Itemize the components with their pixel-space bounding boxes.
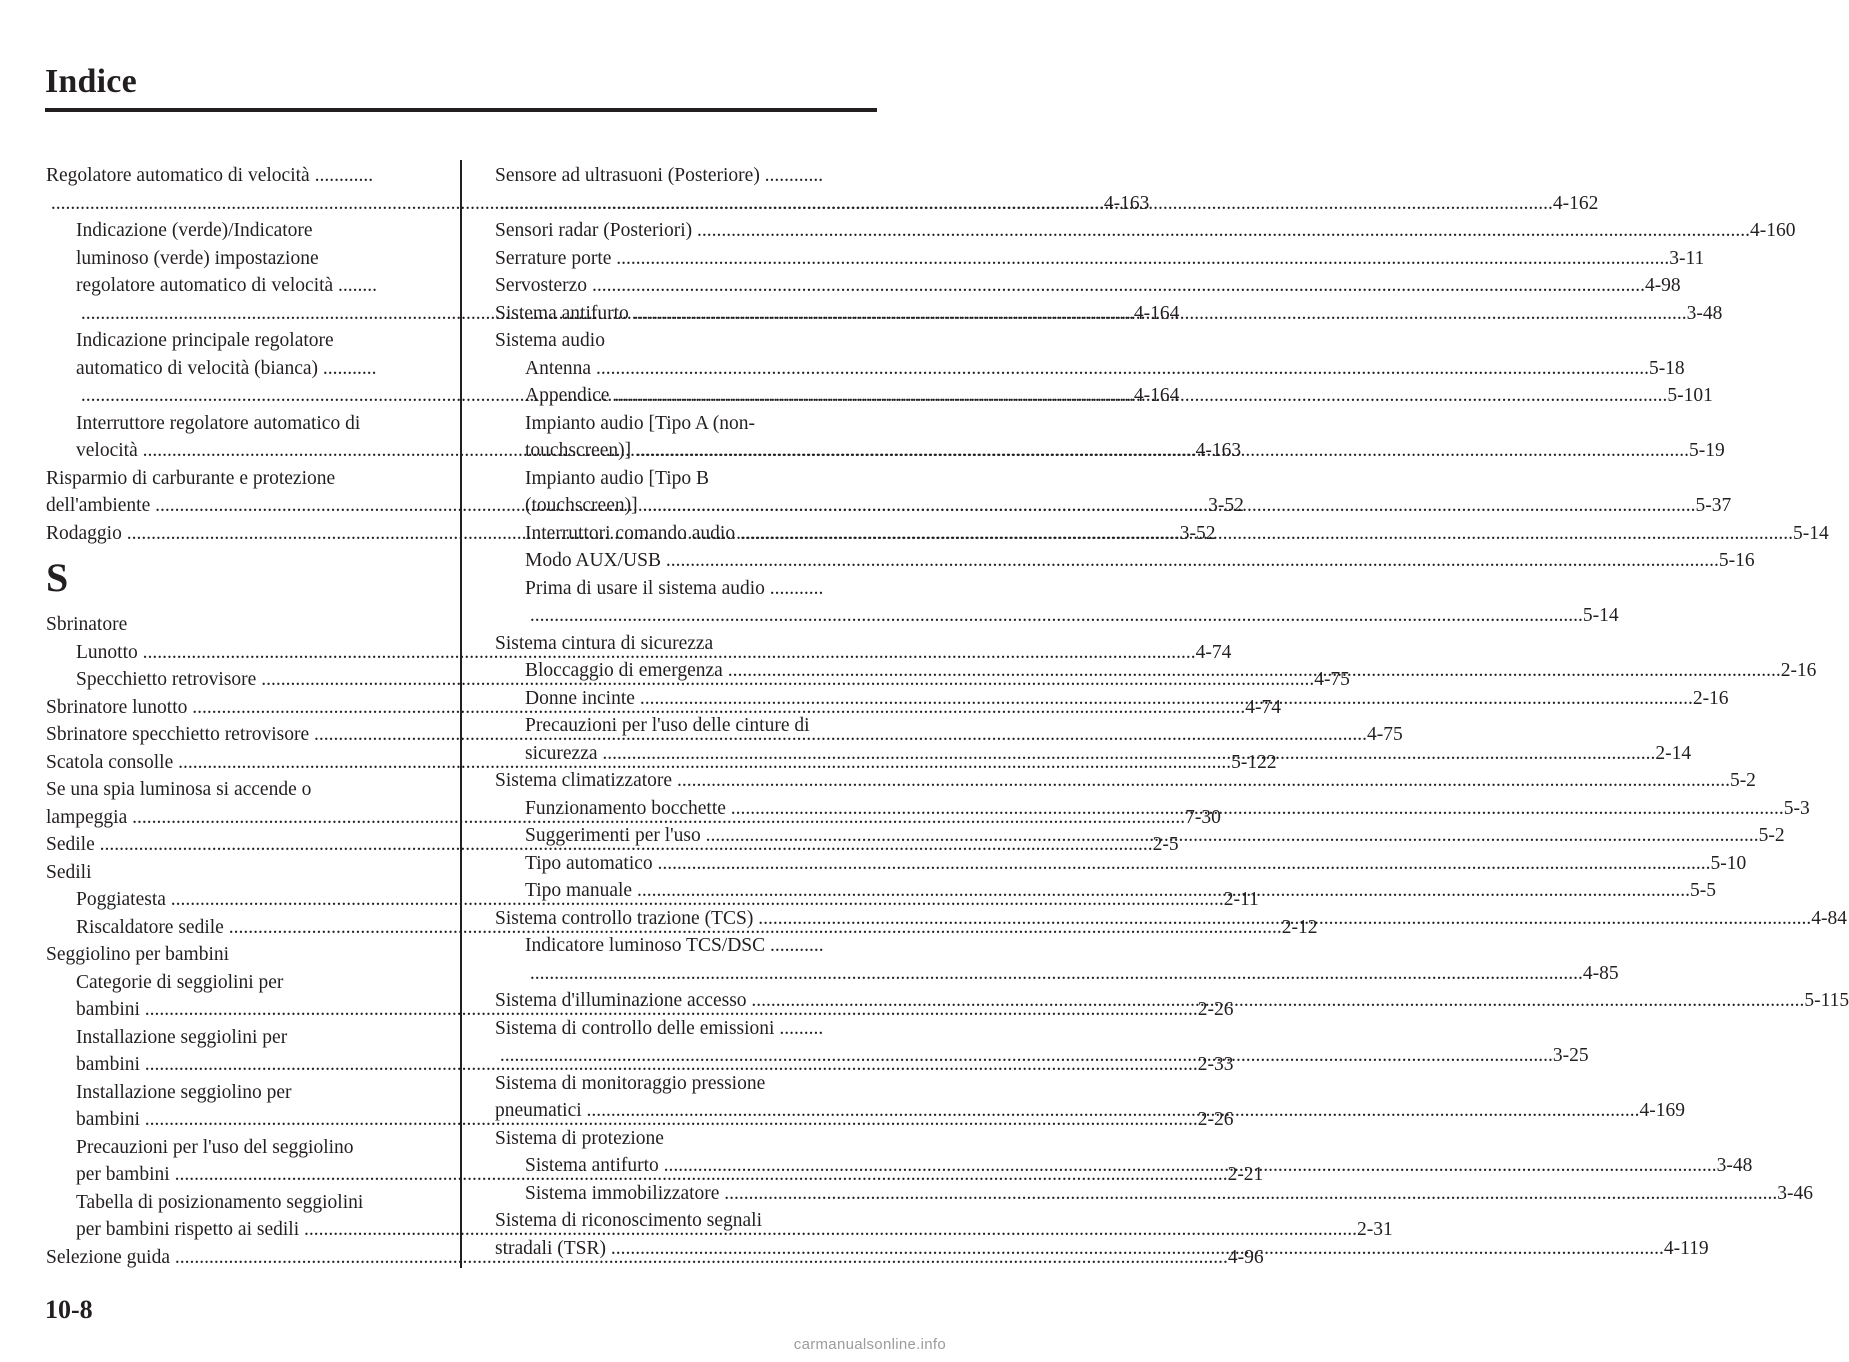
entry-label: dell'ambiente [46, 495, 151, 516]
page-reference: 2-12 [1281, 916, 1318, 938]
entry-label: Impianto audio [Tipo B [525, 467, 709, 489]
entry-label: Sistema antifurto [525, 1155, 659, 1176]
page-title: Indice [45, 63, 137, 100]
page-reference: 4-75 [1367, 724, 1403, 745]
index-entry [495, 272, 1681, 300]
entry-row [495, 602, 1619, 630]
entry-label: Sistema antifurto [495, 302, 629, 324]
dot-leader [606, 1238, 1664, 1259]
dot-leader [653, 853, 1711, 874]
entry-label: Scatola consolle [46, 751, 174, 773]
entry-label: Categorie di seggiolini per [76, 971, 284, 993]
page-reference: 4-164 [1133, 385, 1180, 406]
entry-label: lampeggia [46, 806, 128, 828]
page-reference: 3-52 [1208, 495, 1244, 516]
watermark: carmanualsonline.info [793, 1336, 946, 1353]
entry-row [46, 1051, 1234, 1079]
entry-row [495, 217, 1796, 245]
entry-label: Precauzioni per l'uso del seggiolino [76, 1136, 354, 1158]
dot-leader [591, 358, 1649, 379]
page-reference: 5-2 [1758, 825, 1785, 846]
entry-label: automatico di velocità (bianca) ........... [76, 357, 377, 379]
entry-label: Sistema di riconoscimento segnali [495, 1210, 762, 1231]
page-reference: 5-5 [1689, 880, 1716, 901]
page-reference: 3-48 [1686, 302, 1723, 324]
dot-leader [659, 1155, 1717, 1176]
page-reference: 5-19 [1688, 440, 1725, 461]
page-reference: 3-46 [1777, 1182, 1814, 1204]
page-reference: 4-169 [1639, 1100, 1686, 1121]
entry-label: Sbrinatore lunotto [46, 696, 188, 718]
entry-label: Sbrinatore specchietto retrovisore [46, 724, 310, 745]
entry-label: Tipo manuale [525, 880, 633, 901]
entry-label: velocità [76, 440, 138, 461]
page-reference: 5-115 [1804, 990, 1849, 1011]
index-entry [495, 767, 1756, 795]
entry-label: Sensore ad ultrasuoni (Posteriore) ............ [495, 165, 824, 186]
entry-label: Sistema climatizzatore [495, 770, 673, 791]
entry-label: Interruttori comando audio [525, 522, 736, 544]
entry-label: Installazione seggiolini per [76, 1026, 288, 1048]
entry-row [495, 767, 1756, 795]
entry-label: per bambini [76, 1164, 170, 1185]
index-entry [495, 327, 877, 355]
page-reference: 4-85 [1582, 962, 1619, 984]
entry-label: Precauzioni per l'uso delle cinture di [525, 715, 810, 736]
entry-label: regolatore automatico di velocità ........ [76, 275, 378, 296]
index-entry [495, 245, 1705, 273]
page-reference: 2-26 [1197, 999, 1234, 1020]
page-reference: 2-21 [1227, 1164, 1264, 1185]
entry-label: touchscreen)] [525, 440, 632, 461]
section-letter: S [46, 555, 69, 600]
page-reference: 5-37 [1695, 495, 1732, 516]
index-entry [46, 859, 428, 887]
entry-label: Suggerimenti per l'uso [525, 825, 701, 846]
index-subentry [495, 850, 1747, 878]
entry-label: luminoso (verde) impostazione [76, 247, 319, 269]
page-reference: 4-98 [1644, 275, 1681, 296]
dot-leader [701, 825, 1759, 846]
dot-leader [635, 688, 1693, 709]
dot-leader [525, 605, 1583, 626]
index-entry [46, 611, 428, 639]
index-entry [495, 630, 877, 658]
entry-label: Tabella di posizionamento seggiolini [76, 1191, 364, 1213]
entry-label: Tipo automatico [525, 852, 653, 874]
entry-row [495, 960, 1619, 988]
dot-leader [495, 1045, 1553, 1066]
entry-row [495, 547, 1755, 575]
dot-leader [609, 385, 1667, 406]
entry-label: Specchietto retrovisore [76, 669, 257, 690]
entry-row [495, 272, 1681, 300]
page-reference: 3-48 [1716, 1155, 1753, 1176]
page-reference: 2-26 [1197, 1109, 1234, 1130]
entry-label: Selezione guida [46, 1246, 170, 1268]
page-reference: 5-3 [1783, 797, 1810, 819]
dot-leader [735, 523, 1793, 544]
index-subentry [495, 355, 1685, 383]
entry-label: Servosterzo [495, 275, 588, 296]
entry-row [495, 1180, 1814, 1208]
entry-label: Sistema cintura di sicurezza [495, 632, 714, 654]
entry-label: Funzionamento bocchette [525, 797, 726, 819]
page-reference: 4-164 [1133, 302, 1180, 324]
page-reference: 3-25 [1552, 1045, 1589, 1066]
dot-leader [747, 990, 1805, 1011]
page-reference: 4-84 [1811, 907, 1847, 929]
page-reference: 7-30 [1185, 806, 1221, 828]
page-reference: 2-14 [1655, 742, 1692, 764]
index-entry [495, 1125, 877, 1153]
entry-label: bambini [76, 1109, 140, 1130]
entry-label: Interruttore regolatore automatico di [76, 412, 361, 434]
index-entry [46, 941, 428, 969]
page-reference: 4-162 [1552, 192, 1599, 214]
entry-label: Sistema controllo trazione (TCS) [495, 907, 754, 929]
dot-leader [631, 440, 1689, 461]
entry-label: Risparmio di carburante e protezione [46, 467, 336, 489]
entry-label: Indicatore luminoso TCS/DSC ........... [525, 935, 824, 956]
entry-label: Antenna [525, 357, 592, 379]
entry-label: Indicazione (verde)/Indicatore [76, 220, 313, 241]
page-reference: 4-74 [1195, 641, 1232, 663]
entry-label: Regolatore automatico di velocità ............ [46, 165, 374, 186]
dot-leader [629, 303, 1687, 324]
entry-label: Sistema di protezione [495, 1127, 664, 1149]
page-reference: 5-122 [1231, 751, 1277, 773]
entry-label: bambini [76, 1054, 140, 1075]
entry-label: Installazione seggiolino per [76, 1081, 292, 1103]
entry-label: Indicazione principale regolatore [76, 330, 334, 351]
page-number: 10-8 [45, 1295, 93, 1324]
page-reference: 3-52 [1179, 522, 1216, 544]
dot-leader [495, 193, 1553, 214]
page-reference: 2-16 [1692, 687, 1729, 709]
dot-leader [632, 880, 1690, 901]
entry-label: Sistema immobilizzatore [525, 1182, 720, 1204]
entry-label: Lunotto [76, 641, 138, 663]
entry-label: Sedile [46, 834, 95, 855]
entry-label: Donne incinte [525, 687, 635, 709]
entry-label: Prima di usare il sistema audio ........... [525, 577, 824, 599]
entry-label: Rodaggio [46, 522, 122, 544]
header-rule [45, 108, 877, 112]
entry-row [495, 850, 1747, 878]
page-reference: 2-11 [1223, 889, 1259, 910]
entry-label: Sbrinatore [46, 614, 128, 635]
page-reference: 5-14 [1792, 522, 1829, 544]
dot-leader [611, 248, 1669, 269]
entry-label: Sistema d'illuminazione accesso [495, 990, 747, 1011]
page-reference: 2-31 [1357, 1219, 1393, 1240]
page-reference: 4-160 [1750, 220, 1796, 241]
index-subentry [495, 932, 1619, 987]
page-reference: 3-11 [1669, 247, 1705, 269]
dot-leader [598, 743, 1656, 764]
entry-label: Sistema audio [495, 330, 605, 351]
entry-label: bambini [76, 999, 140, 1020]
entry-label: sicurezza [525, 742, 598, 764]
page-reference: 5-101 [1667, 385, 1713, 406]
page-reference: 5-14 [1582, 605, 1619, 626]
column-divider [460, 160, 462, 1268]
entry-label: (touchscreen)] [525, 495, 638, 516]
entry-label: Sistema di controllo delle emissioni ......... [495, 1017, 824, 1039]
page-reference: 4-119 [1663, 1237, 1709, 1259]
entry-row [46, 190, 1150, 218]
page-reference: 4-163 [1103, 192, 1150, 214]
page-reference: 4-74 [1245, 696, 1281, 718]
entry-label: Serrature porte [495, 247, 612, 269]
dot-leader [525, 963, 1583, 984]
page-reference: 4-96 [1227, 1246, 1264, 1268]
page-reference: 4-75 [1314, 669, 1350, 690]
dot-leader [726, 798, 1784, 819]
dot-leader [719, 1183, 1777, 1204]
page-reference: 2-33 [1197, 1054, 1234, 1075]
dot-leader [723, 660, 1781, 681]
entry-label: stradali (TSR) [495, 1237, 607, 1259]
page-reference: 5-2 [1729, 770, 1756, 791]
dot-leader [582, 1100, 1640, 1121]
entry-label: Sistema di monitoraggio pressione [495, 1072, 766, 1094]
index-subentry [495, 1180, 1814, 1208]
dot-leader [672, 770, 1730, 791]
entry-label: Modo AUX/USB [525, 550, 661, 571]
page-reference: 2-5 [1152, 834, 1179, 855]
entry-label: per bambini rispetto ai sedili [76, 1219, 300, 1240]
page-reference: 5-18 [1648, 357, 1685, 379]
index-subentry [495, 547, 1755, 575]
entry-label: Poggiatesta [76, 889, 166, 910]
entry-label: Riscaldatore sedile [76, 916, 224, 938]
page-reference: 4-163 [1195, 440, 1242, 461]
entry-label: Se una spia luminosa si accende o [46, 779, 312, 800]
dot-leader [638, 495, 1696, 516]
dot-leader [587, 275, 1645, 296]
entry-label: Appendice [525, 385, 610, 406]
entry-label: Seggiolino per bambini [46, 944, 230, 965]
dot-leader [753, 908, 1811, 929]
dot-leader [661, 550, 1719, 571]
index-entry [495, 217, 1796, 245]
entry-label: Bloccaggio di emergenza [525, 660, 723, 681]
page-reference: 5-16 [1718, 550, 1755, 571]
page-reference: 2-16 [1780, 660, 1817, 681]
entry-label: Sedili [46, 861, 92, 883]
page-reference: 5-10 [1710, 852, 1747, 874]
index-subentry [495, 575, 1619, 630]
entry-row [495, 355, 1685, 383]
entry-label: pneumatici [495, 1100, 582, 1121]
entry-label: Sensori radar (Posteriori) [495, 220, 693, 241]
dot-leader [692, 220, 1750, 241]
entry-row [495, 245, 1705, 273]
entry-label: Impianto audio [Tipo A (non- [525, 412, 756, 434]
